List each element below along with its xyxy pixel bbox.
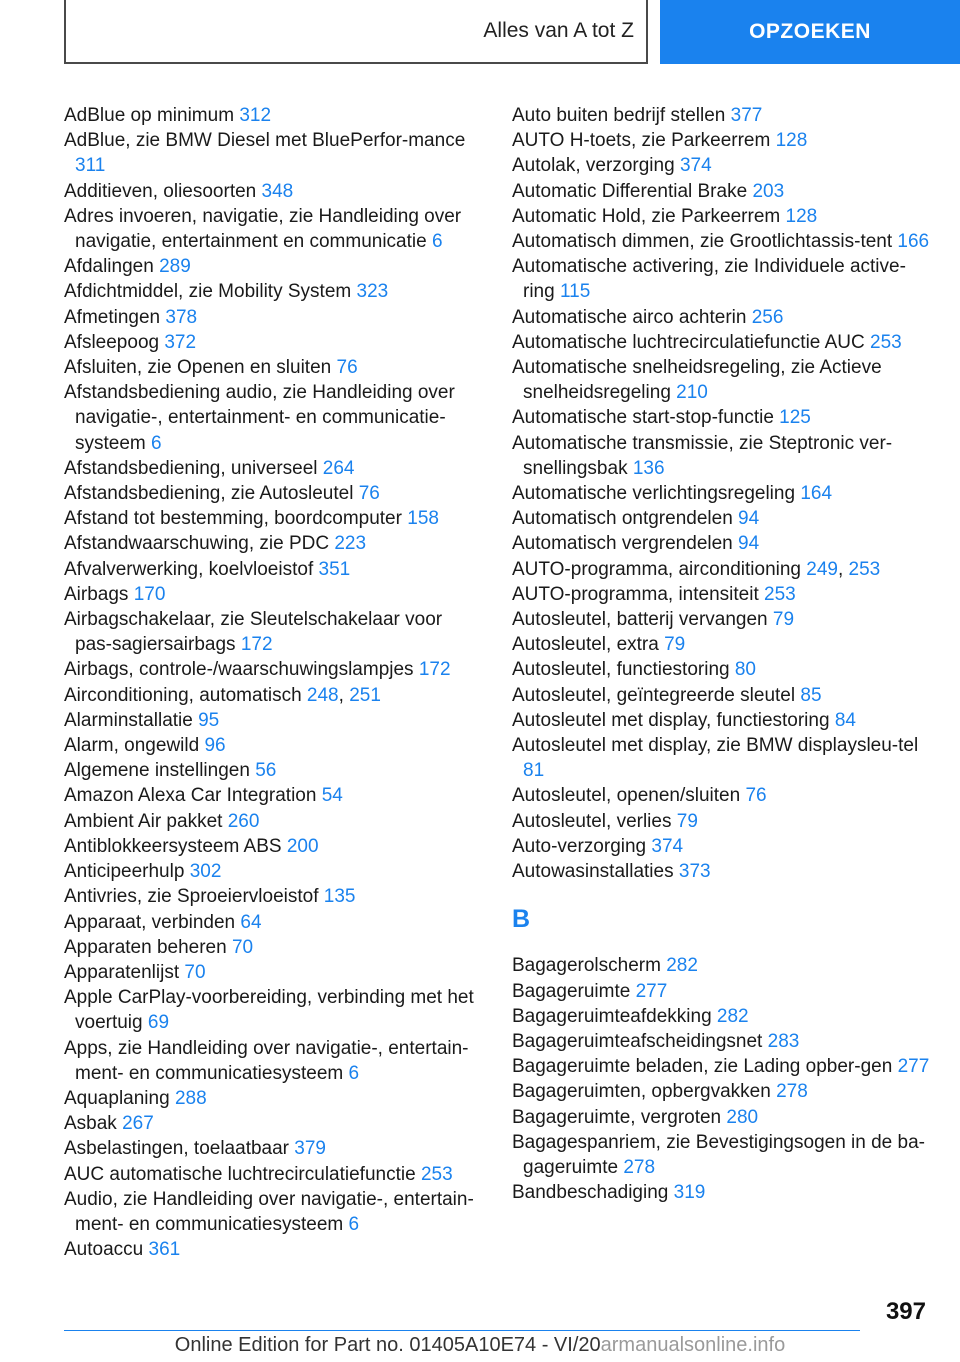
- index-entry: [512, 582, 932, 607]
- page-reference-link[interactable]: 76: [336, 357, 358, 379]
- page-reference-link[interactable]: 96: [204, 735, 226, 757]
- index-entry: [512, 229, 932, 254]
- index-entry: Airconditioning, automatisch 248, 251: [64, 684, 381, 706]
- index-entry: [64, 809, 484, 834]
- page-reference-link[interactable]: 128: [775, 130, 808, 152]
- index-entry-text: Automatische snelheidsregeling, zie Actieve snelheidsregeling: [512, 357, 882, 404]
- index-entry: [64, 783, 484, 808]
- page-reference-link[interactable]: 278: [623, 1156, 656, 1178]
- index-entry: [64, 859, 484, 884]
- page-reference-link[interactable]: 135: [323, 886, 356, 908]
- page-reference-link[interactable]: 85: [800, 684, 822, 706]
- index-entry-text: Bagageruimte beladen, zie Lading opber-gen: [512, 1056, 893, 1078]
- page-reference-link[interactable]: 260: [227, 810, 260, 832]
- page-reference-link[interactable]: 302: [189, 861, 222, 883]
- index-entry-text: Alarminstallatie: [64, 709, 193, 731]
- page-reference-link[interactable]: 6: [151, 432, 162, 454]
- index-entry: [512, 783, 932, 808]
- page-reference-link[interactable]: 351: [318, 558, 351, 580]
- index-entry: [512, 1054, 932, 1079]
- index-entry-text: Airbagschakelaar, zie Sleutelschakelaar voor pas-sagiersairbags: [64, 609, 443, 656]
- index-entry-text: Afdalingen: [64, 256, 154, 278]
- index-entry: [64, 1162, 484, 1187]
- index-entry-text: Automatic Hold, zie Parkeerrem: [512, 205, 781, 227]
- index-entry-text: Airbags, controle-/waarschuwingslampjes: [64, 659, 414, 681]
- index-entry: [64, 1111, 484, 1136]
- index-entry-text: Apple CarPlay-voorbereiding, verbinding met het voertuig: [64, 987, 474, 1034]
- index-column-right: [512, 103, 932, 1205]
- page-reference-link[interactable]: 76: [745, 785, 767, 807]
- page-reference-link[interactable]: 158: [407, 508, 439, 530]
- index-entry-text: Autosleutel met display, functiestoring: [512, 709, 830, 731]
- index-entry-text: Algemene instellingen: [64, 760, 250, 782]
- index-entry: [512, 733, 932, 783]
- index-entry: [64, 128, 484, 178]
- page-number: 397: [885, 1298, 926, 1325]
- page-reference-link[interactable]: 278: [776, 1081, 808, 1103]
- page-reference-link[interactable]: 95: [198, 709, 220, 731]
- index-entry: [64, 204, 484, 254]
- index-entry: [64, 279, 484, 304]
- index-entry: [64, 960, 484, 985]
- index-entry: [64, 506, 484, 531]
- index-group-b: [512, 953, 932, 1205]
- page-reference-link[interactable]: 81: [523, 760, 545, 782]
- page-reference-link[interactable]: 6: [431, 231, 443, 253]
- page-reference-link[interactable]: 94: [738, 508, 760, 530]
- index-entry: [512, 1004, 932, 1029]
- header: [0, 0, 960, 66]
- page-reference-link[interactable]: 56: [255, 760, 277, 782]
- index-entry-text: Airbags: [64, 583, 129, 605]
- index-entry-text: Antiblokkeersysteem ABS: [64, 835, 282, 857]
- page-reference-link[interactable]: 253: [764, 583, 796, 605]
- index-entry: [512, 355, 932, 405]
- page-reference-link[interactable]: 373: [678, 861, 711, 883]
- page-reference-link[interactable]: 378: [165, 306, 198, 328]
- page-reference-link[interactable]: 6: [348, 1062, 360, 1084]
- index-entry-text: Afdichtmiddel, zie Mobility System: [64, 281, 352, 303]
- index-entry: [512, 305, 932, 330]
- index-entry: [64, 330, 484, 355]
- page-reference-link[interactable]: 374: [651, 835, 684, 857]
- index-entry-text: Autosleutel, batterij vervangen: [512, 609, 768, 631]
- index-entry: [64, 1187, 484, 1237]
- page-reference-link[interactable]: 200: [286, 835, 319, 857]
- page-reference-link[interactable]: 264: [322, 457, 355, 479]
- index-entry: [64, 481, 484, 506]
- index-entry: [64, 582, 484, 607]
- page-reference-link[interactable]: 251: [349, 684, 381, 706]
- index-entry: [512, 708, 932, 733]
- index-entry: [512, 607, 932, 632]
- page-reference-link[interactable]: 361: [148, 1239, 181, 1261]
- index-entry-text: Bagageruimteafdekking: [512, 1005, 712, 1027]
- index-entry: [64, 355, 484, 380]
- index-entry-text: Afstand tot bestemming, boordcomputer: [64, 508, 402, 530]
- index-entry-text: Bagagerolscherm: [512, 955, 661, 977]
- index-entry: [64, 935, 484, 960]
- index-entry-text: Automatisch ontgrendelen: [512, 508, 733, 530]
- footer-divider: [64, 1330, 860, 1331]
- page-reference-link[interactable]: 311: [75, 155, 106, 177]
- index-entry-text: Bagageruimte: [512, 980, 631, 1002]
- index-entry: [512, 103, 932, 128]
- index-entry-text: AUC automatische luchtrecirculatiefunctie: [64, 1163, 416, 1185]
- footer-edition-text: Online Edition for Part no. 01405A10E74 - VI/20: [174, 1334, 601, 1356]
- index-entry: [512, 153, 932, 178]
- index-entry-text: Asbelastingen, toelaatbaar: [64, 1138, 289, 1160]
- page-reference-link[interactable]: 203: [752, 180, 785, 202]
- page-reference-link[interactable]: 6: [348, 1213, 360, 1235]
- index-entry-text: Apparaten beheren: [64, 936, 227, 958]
- index-entry-text: Automatisch dimmen, zie Grootlichtassis-tent: [512, 231, 893, 253]
- index-entry: AUTO-programma, airconditioning 249, 253: [512, 558, 881, 580]
- index-entry-text: Afsleepoog: [64, 331, 160, 353]
- page-reference-link[interactable]: 76: [358, 483, 380, 505]
- index-entry-text: Automatisch vergrendelen: [512, 533, 733, 555]
- index-entry: [512, 809, 932, 834]
- index-entry: [512, 859, 932, 884]
- index-entry-text: Bagageruimten, opbergvakken: [512, 1081, 771, 1103]
- index-entry: [512, 405, 932, 430]
- index-entry-text: Automatische activering, zie Individuele active-ring: [512, 256, 906, 303]
- index-entry-text: Auto buiten bedrijf stellen: [512, 105, 726, 126]
- page-reference-link[interactable]: 289: [159, 256, 191, 278]
- tab-opzoeken[interactable]: OPZOEKEN: [660, 0, 960, 64]
- index-entry: [512, 683, 932, 708]
- page-reference-link[interactable]: 79: [676, 810, 698, 832]
- page-reference-link[interactable]: 54: [321, 785, 343, 807]
- tab-alles-van-a-tot-z[interactable]: Alles van A tot Z: [64, 0, 648, 64]
- footer-watermark-logo: armanualsonline.info: [600, 1334, 786, 1356]
- page-reference-link[interactable]: 70: [184, 961, 206, 983]
- page-reference-link[interactable]: 115: [559, 281, 591, 303]
- page-reference-link[interactable]: 282: [666, 955, 698, 977]
- index-entry: [512, 1029, 932, 1054]
- index-entry: [512, 204, 932, 229]
- index-entry: [512, 431, 932, 481]
- page-reference-link[interactable]: 256: [751, 306, 784, 328]
- index-entry-text: Apparatenlijst: [64, 961, 180, 983]
- page-reference-link[interactable]: 379: [294, 1138, 326, 1160]
- page-reference-link[interactable]: 223: [334, 533, 367, 555]
- index-entry: [512, 254, 932, 304]
- page-reference-link[interactable]: 323: [356, 281, 389, 303]
- page-reference-link[interactable]: 170: [133, 583, 166, 605]
- index-entry-text: Autosleutel, extra: [512, 634, 659, 656]
- page-reference-link[interactable]: 319: [673, 1182, 706, 1204]
- page-reference-link[interactable]: 94: [738, 533, 760, 555]
- page-reference-link[interactable]: 64: [240, 911, 262, 933]
- page-reference-link[interactable]: 164: [800, 483, 833, 505]
- index-entry: [512, 531, 932, 556]
- page-reference-link[interactable]: 348: [261, 180, 294, 202]
- index-entry-text: Afvalverwerking, koelvloeistof: [64, 558, 314, 580]
- section-letter: B: [512, 905, 531, 934]
- index-entry: [64, 531, 484, 556]
- page-reference-link[interactable]: 69: [147, 1012, 170, 1034]
- index-entry: [64, 1086, 484, 1111]
- index-entry-text: Bandbeschadiging: [512, 1182, 669, 1204]
- page-reference-link[interactable]: 128: [785, 205, 818, 227]
- index-entry-text: Apparaat, verbinden: [64, 911, 236, 933]
- index-entry-text: Bagageruimte, vergroten: [512, 1106, 722, 1128]
- index-entry: [512, 953, 932, 978]
- index-entry: [512, 481, 932, 506]
- index-entry-text: Automatische verlichtingsregeling: [512, 483, 796, 505]
- index-entry: [512, 657, 932, 682]
- index-entry: [64, 1237, 484, 1262]
- index-entry-text: Bagagespanriem, zie Bevestigingsogen in de ba-gageruimte: [512, 1131, 925, 1178]
- page-reference-link[interactable]: 253: [420, 1163, 453, 1185]
- page-reference-link[interactable]: 312: [239, 105, 272, 126]
- index-entry: [64, 708, 484, 733]
- index-entry: [64, 985, 484, 1035]
- index-entry-text: Afstandsbediening, zie Autosleutel: [64, 483, 354, 505]
- index-entry-text: Ambient Air pakket: [64, 810, 223, 832]
- index-entry-text: Aquaplaning: [64, 1087, 170, 1109]
- page-reference-link[interactable]: 172: [240, 634, 273, 656]
- index-group-a: [512, 103, 932, 884]
- index-entry-text: Automatische transmissie, zie Steptronic ver-snellingsbak: [512, 432, 893, 479]
- index-entry: [64, 1136, 484, 1161]
- index-entry: [512, 834, 932, 859]
- page-reference-link[interactable]: 267: [122, 1113, 154, 1135]
- index-entry: [512, 1105, 932, 1130]
- index-entry-text: Autosleutel met display, zie BMW displaysleu-tel: [512, 735, 919, 757]
- index-entry: [512, 330, 932, 355]
- index-entry-text: Afsluiten, zie Openen en sluiten: [64, 357, 332, 379]
- index-entry: [64, 657, 484, 682]
- index-entry-text: Autowasinstallaties: [512, 861, 674, 883]
- index-entry-text: Alarm, ongewild: [64, 735, 200, 757]
- index-entry: [64, 456, 484, 481]
- index-entry-text: AdBlue op minimum: [64, 105, 235, 126]
- page-reference-link[interactable]: 70: [231, 936, 254, 958]
- index-entry-text: AUTO-programma, airconditioning: [512, 558, 801, 580]
- page-reference-link[interactable]: 288: [174, 1087, 207, 1109]
- index-entry-text: Automatic Differential Brake: [512, 180, 748, 202]
- index-entry-text: Airconditioning, automatisch: [64, 684, 302, 706]
- page-reference-link[interactable]: 249: [806, 558, 838, 580]
- index-entry: [64, 305, 484, 330]
- index-entry: [64, 179, 484, 204]
- page-reference-link[interactable]: 277: [897, 1056, 930, 1078]
- page-reference-link[interactable]: 79: [772, 609, 795, 631]
- index-entry-text: Autosleutel, functiestoring: [512, 659, 730, 681]
- page-reference-link[interactable]: 253: [870, 331, 902, 353]
- index-entry: [512, 179, 932, 204]
- page-reference-link[interactable]: 248: [306, 684, 339, 706]
- index-entry: [64, 380, 484, 456]
- index-entry-text: Asbak: [64, 1113, 117, 1135]
- index-entry-text: Additieven, oliesoorten: [64, 180, 257, 202]
- index-entry-text: Adres invoeren, navigatie, zie Handleiding over navigatie, entertainment en communicatie: [64, 205, 462, 253]
- index-entry-text: Apps, zie Handleiding over navigatie-, entertain-ment- en communicatiesysteem: [64, 1037, 469, 1084]
- index-entry: [64, 733, 484, 758]
- footer: [0, 1332, 960, 1358]
- index-entry: [512, 506, 932, 531]
- index-entry: [512, 632, 932, 657]
- index-entry: [512, 1130, 932, 1180]
- page-reference-link[interactable]: 166: [897, 231, 930, 253]
- index-entry-text: Auto-verzorging: [512, 835, 647, 857]
- index-entry-text: Afstandsbediening, universeel: [64, 457, 318, 479]
- page-reference-link[interactable]: 253: [848, 558, 881, 580]
- index-entry: [512, 128, 932, 153]
- index-entry-text: Autosleutel, openen/sluiten: [512, 785, 741, 807]
- index-entry-text: AdBlue, zie BMW Diesel met BluePerfor-mance: [64, 130, 466, 152]
- index-entry: [64, 758, 484, 783]
- page-reference-link[interactable]: 84: [834, 709, 856, 731]
- index-entry: [64, 254, 484, 279]
- index-entry-text: Bagageruimteafscheidingsnet: [512, 1030, 763, 1052]
- index-entry: [64, 1036, 484, 1086]
- index-entry-text: Antivries, zie Sproeiervloeistof: [64, 886, 319, 908]
- index-entry-text: Afmetingen: [64, 306, 161, 328]
- index-entry: [64, 103, 484, 128]
- page-reference-link[interactable]: 210: [676, 382, 708, 404]
- page-reference-link[interactable]: 282: [716, 1005, 749, 1027]
- index-entry: [64, 607, 484, 657]
- page-reference-link[interactable]: 136: [632, 457, 665, 479]
- page-reference-link[interactable]: 377: [730, 105, 763, 126]
- index-entry: [512, 979, 932, 1004]
- index-column-left: [64, 103, 484, 1262]
- index-entry: [512, 1079, 932, 1104]
- index-entry: [64, 557, 484, 582]
- index-entry-text: Autolak, verzorging: [512, 155, 675, 177]
- page-reference-link[interactable]: 372: [164, 331, 197, 353]
- index-entry-text: Automatische start-stop-functie: [512, 407, 774, 429]
- index-entry-text: Afstandsbediening audio, zie Handleiding over navigatie-, entertainment- en communicatie-systeem: [64, 382, 455, 454]
- index-entry-text: Amazon Alexa Car Integration: [64, 785, 317, 807]
- index-entry-text: Autosleutel, verlies: [512, 810, 672, 832]
- index-entry-text: Automatische luchtrecirculatiefunctie AUC: [512, 331, 865, 353]
- index-entry-text: Automatische airco achterin: [512, 306, 747, 328]
- index-entry-text: Autosleutel, geïntegreerde sleutel: [512, 684, 796, 706]
- page-reference-link[interactable]: 283: [767, 1030, 800, 1052]
- index-entry: [64, 910, 484, 935]
- page-reference-link[interactable]: 80: [734, 659, 756, 681]
- index-entry-text: Anticipeerhulp: [64, 861, 185, 883]
- page-reference-link[interactable]: 125: [779, 407, 811, 429]
- index-entry: [64, 834, 484, 859]
- index-entry-text: Audio, zie Handleiding over navigatie-, entertain-ment- en communicatiesysteem: [64, 1188, 474, 1235]
- index-entry: [64, 884, 484, 909]
- page-reference-link[interactable]: 172: [418, 659, 451, 681]
- index-entry-text: Autoaccu: [64, 1239, 144, 1261]
- page-reference-link[interactable]: 374: [679, 155, 712, 177]
- page-reference-link[interactable]: 277: [635, 980, 668, 1002]
- index-entry-text: AUTO-programma, intensiteit: [512, 583, 759, 605]
- index-entry: [512, 1180, 932, 1205]
- index-entry-text: Afstandwaarschuwing, zie PDC: [64, 533, 330, 555]
- page-reference-link[interactable]: 79: [664, 634, 686, 656]
- page-reference-link[interactable]: 280: [726, 1106, 759, 1128]
- index-entry-text: AUTO H-toets, zie Parkeerrem: [512, 130, 771, 152]
